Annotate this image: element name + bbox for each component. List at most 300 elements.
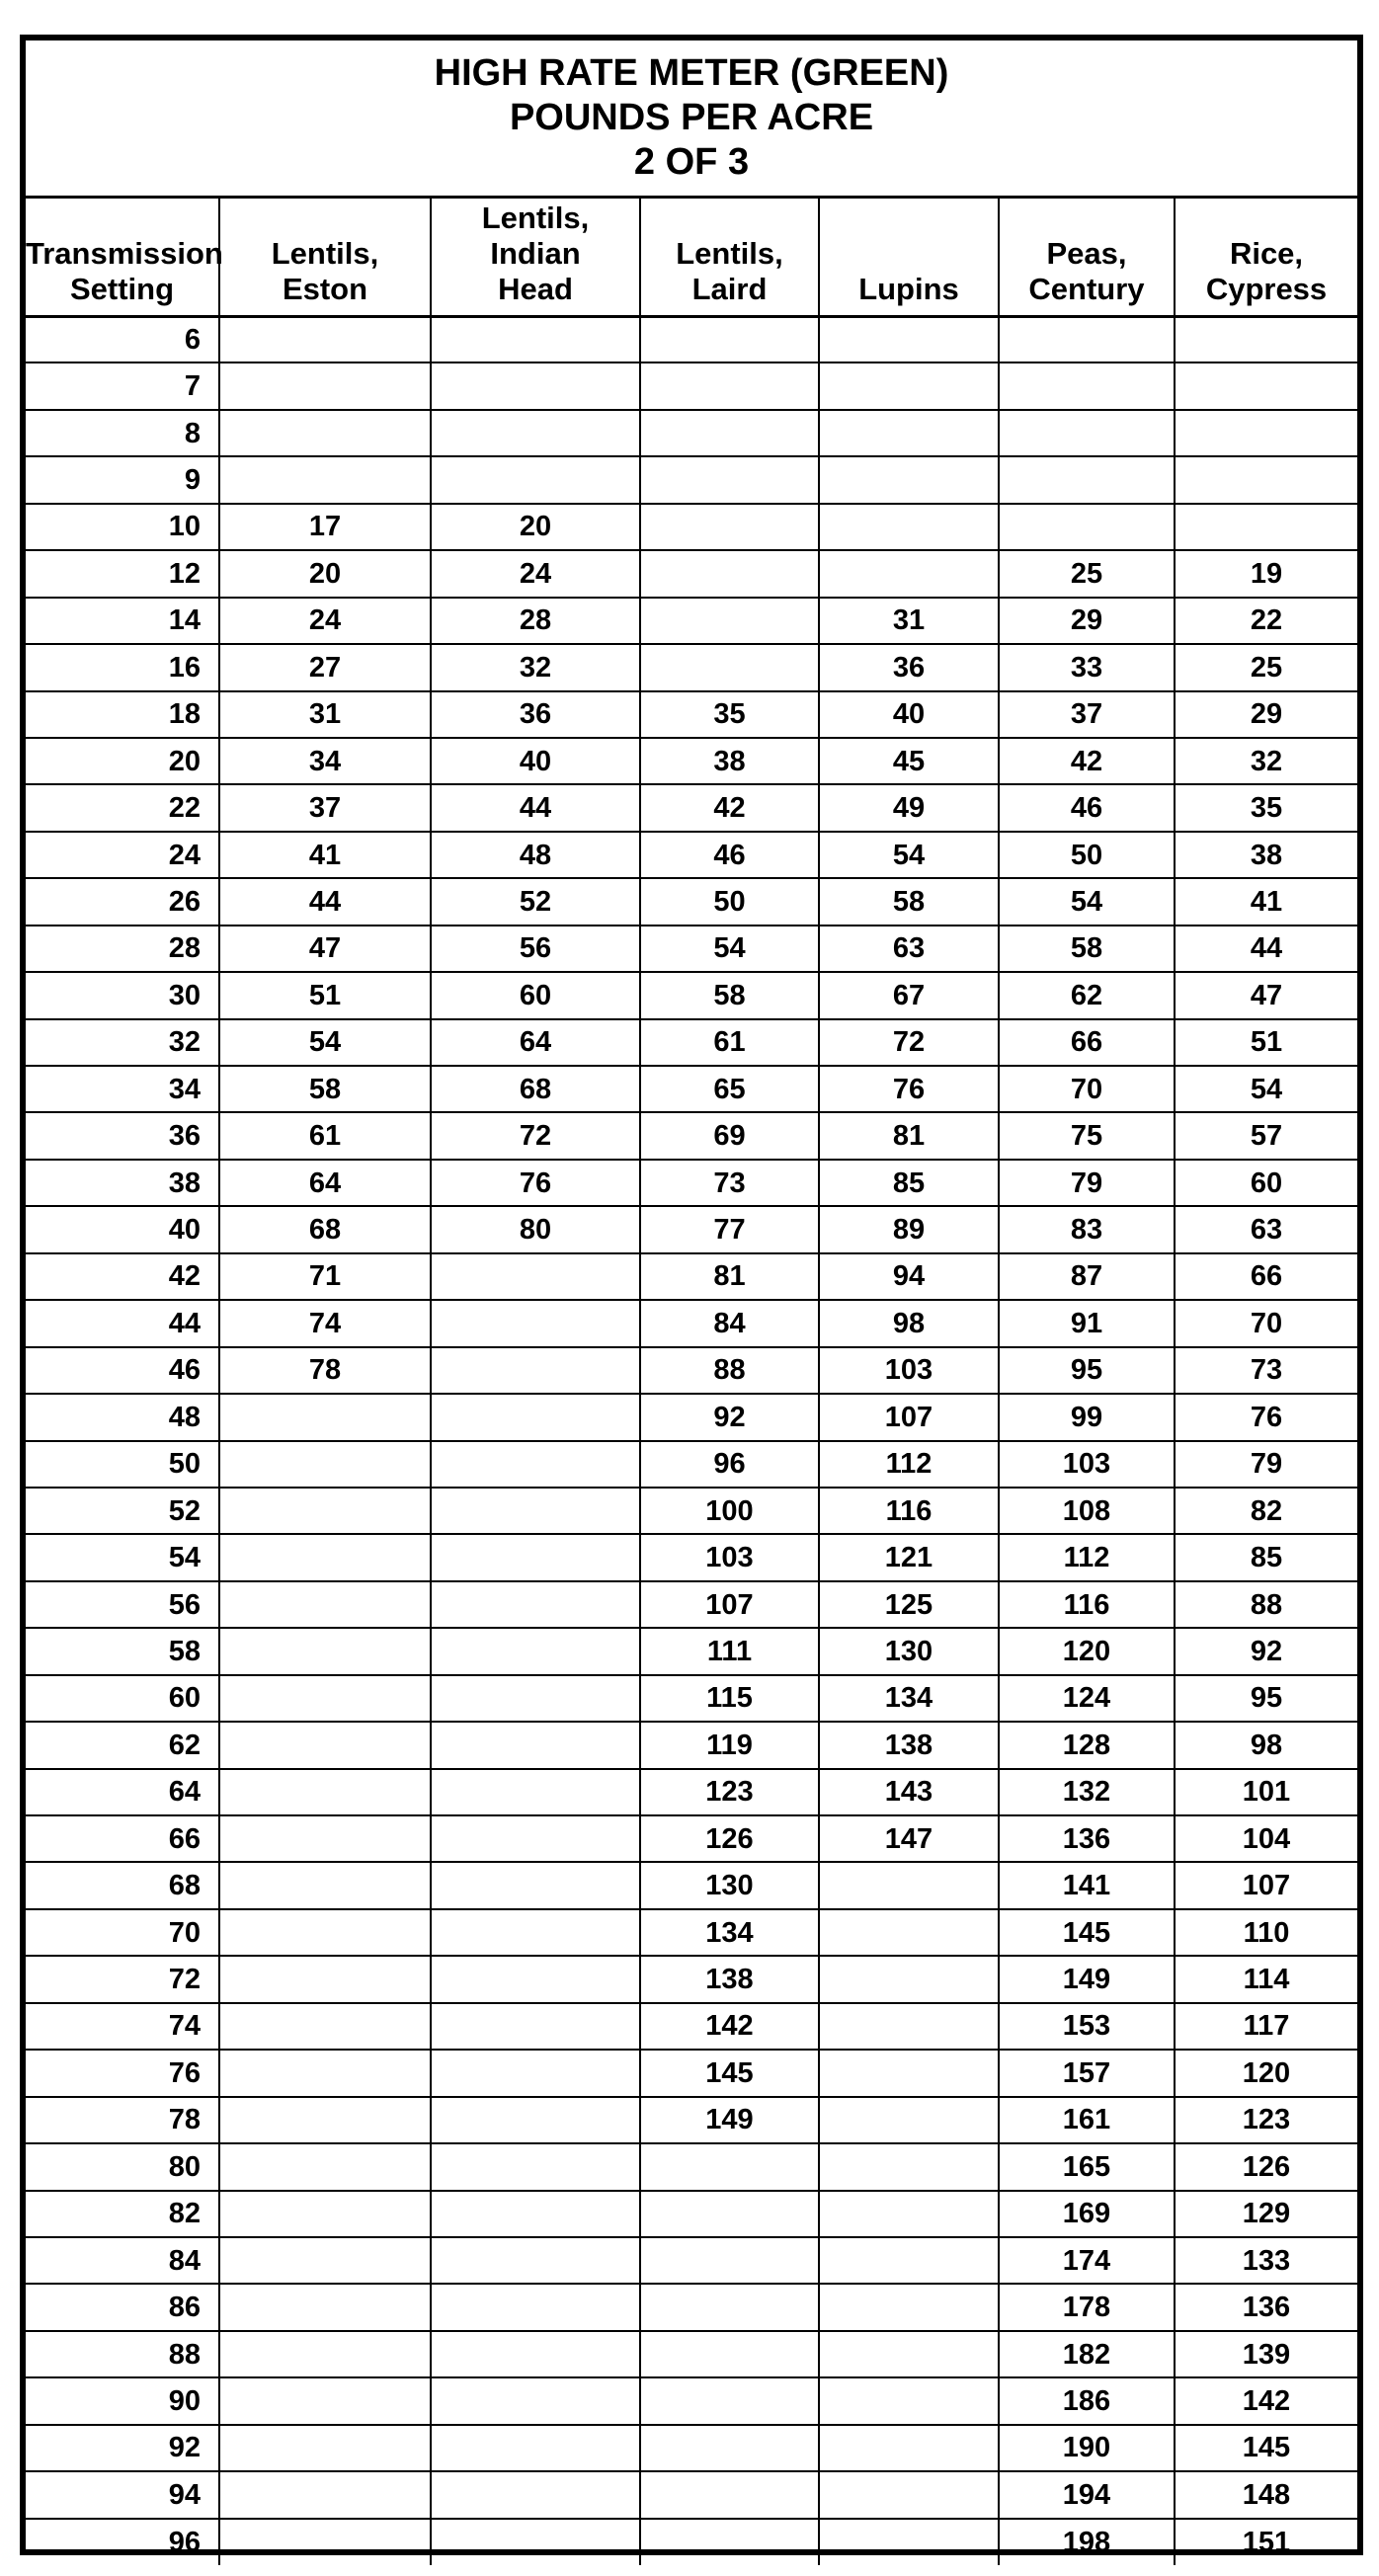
rate-cell [219,1534,431,1580]
transmission-setting-cell: 56 [26,1581,219,1628]
rate-cell: 67 [819,972,999,1018]
rate-cell: 64 [219,1160,431,1206]
table-row [26,1862,1357,1908]
rate-cell: 92 [1175,1628,1357,1674]
rate-cell: 35 [1175,784,1357,831]
rate-cell: 51 [1175,1019,1357,1066]
transmission-setting-cell: 62 [26,1722,219,1768]
table-row [26,1581,1357,1628]
rate-cell: 120 [1175,2050,1357,2096]
rate-cell: 36 [431,691,640,738]
rate-cell [819,2471,999,2518]
rate-cell [640,644,819,690]
transmission-setting-cell: 54 [26,1534,219,1580]
rate-cell: 33 [999,644,1175,690]
table-row [26,1488,1357,1534]
rate-cell: 161 [999,2097,1175,2143]
transmission-setting-cell: 88 [26,2331,219,2377]
rate-cell: 143 [819,1769,999,1815]
rate-cell: 52 [431,878,640,925]
rate-cell [1175,504,1357,550]
rate-cell [819,2143,999,2190]
rate-cell [431,1862,640,1908]
rate-cell: 81 [640,1253,819,1300]
rate-cell: 107 [819,1394,999,1440]
table-row [26,2143,1357,2190]
rate-cell [1175,316,1357,362]
table-row [26,504,1357,550]
rate-cell [1175,362,1357,409]
rate-cell [640,2377,819,2424]
table-row [26,410,1357,456]
rate-cell: 112 [999,1534,1175,1580]
rate-cell: 100 [640,1488,819,1534]
rate-cell [431,1675,640,1722]
transmission-setting-cell: 70 [26,1909,219,1956]
rate-cell [219,1488,431,1534]
rate-cell: 145 [640,2050,819,2096]
rate-cell: 132 [999,1769,1175,1815]
column-header-line: Indian [490,235,581,271]
rate-cell [219,1675,431,1722]
transmission-setting-cell: 44 [26,1300,219,1346]
rate-cell: 71 [219,1253,431,1300]
rate-cell [431,2331,640,2377]
rate-cell: 103 [999,1441,1175,1488]
rate-cell [219,2519,431,2565]
rate-cell [819,2425,999,2471]
rate-cell [431,1253,640,1300]
table-row [26,2519,1357,2565]
rate-cell: 27 [219,644,431,690]
rate-cell [219,2425,431,2471]
rate-cell: 29 [999,598,1175,644]
transmission-setting-cell: 32 [26,1019,219,1066]
rate-cell [431,1722,640,1768]
rate-cell: 85 [819,1160,999,1206]
rate-cell [640,362,819,409]
transmission-setting-cell: 84 [26,2237,219,2284]
rate-cell: 37 [999,691,1175,738]
rate-cell: 114 [1175,1956,1357,2002]
rate-cell: 126 [1175,2143,1357,2190]
transmission-setting-cell: 18 [26,691,219,738]
rate-cell [219,410,431,456]
rate-cell [219,1722,431,1768]
rate-cell: 157 [999,2050,1175,2096]
column-header [219,199,431,316]
rate-cell: 123 [640,1769,819,1815]
rate-cell [431,2097,640,2143]
rate-chart-sheet [20,35,1363,2558]
rate-cell: 133 [1175,2237,1357,2284]
rate-cell: 50 [999,832,1175,878]
transmission-setting-cell: 38 [26,1160,219,1206]
rate-cell: 136 [999,1815,1175,1862]
rate-cell: 29 [1175,691,1357,738]
rate-cell [640,2191,819,2237]
rate-cell [219,2143,431,2190]
table-row [26,2097,1357,2143]
rate-cell: 66 [1175,1253,1357,1300]
rate-cell: 96 [640,1441,819,1488]
column-header-line: Rice, [1229,235,1304,271]
rate-cell: 145 [999,1909,1175,1956]
rate-cell [431,2377,640,2424]
transmission-setting-cell: 26 [26,878,219,925]
rate-cell: 34 [219,738,431,784]
rate-cell: 139 [1175,2331,1357,2377]
transmission-setting-cell: 46 [26,1347,219,1394]
table-row [26,2284,1357,2330]
rate-cell: 32 [1175,738,1357,784]
table-row [26,2191,1357,2237]
rate-cell [431,2519,640,2565]
table-row [26,2050,1357,2096]
transmission-setting-cell: 96 [168,2526,201,2558]
table-row [26,1019,1357,1066]
rate-cell: 182 [999,2331,1175,2377]
rate-cell [819,2377,999,2424]
rate-cell: 88 [1175,1581,1357,1628]
transmission-setting-cell: 68 [26,1862,219,1908]
rate-cell [431,2471,640,2518]
rate-cell: 58 [999,926,1175,972]
rate-cell: 129 [1175,2191,1357,2237]
rate-cell: 60 [431,972,640,1018]
transmission-setting-cell: 58 [26,1628,219,1674]
rate-cell: 62 [999,972,1175,1018]
rate-cell: 22 [1175,598,1357,644]
rate-cell: 115 [640,1675,819,1722]
rate-cell: 49 [819,784,999,831]
rate-cell: 58 [640,972,819,1018]
rate-cell [431,1815,640,1862]
rate-cell: 35 [640,691,819,738]
rate-cell: 98 [1175,1722,1357,1768]
rate-cell: 37 [219,784,431,831]
rate-cell: 130 [640,1862,819,1908]
rate-cell [219,362,431,409]
rate-cell: 121 [819,1534,999,1580]
column-header-line: Lentils, [676,235,783,271]
rate-cell: 116 [999,1581,1175,1628]
rate-cell: 76 [431,1160,640,1206]
column-header [1175,199,1357,316]
table-row [26,362,1357,409]
rate-cell: 194 [999,2471,1175,2518]
rate-cell: 91 [999,1300,1175,1346]
rate-cell: 78 [219,1347,431,1394]
column-header-line: Peas, [1046,235,1127,271]
rate-cell: 57 [1175,1112,1357,1159]
table-body [26,316,1357,2565]
rate-cell [640,550,819,597]
rate-cell [431,1347,640,1394]
transmission-setting-cell: 52 [26,1488,219,1534]
rate-cell: 94 [819,1253,999,1300]
column-header-line: Eston [282,271,368,306]
rate-cell: 136 [1175,2284,1357,2330]
table-row [26,1909,1357,1956]
transmission-setting-cell: 92 [26,2425,219,2471]
rate-cell: 134 [819,1675,999,1722]
rate-cell: 117 [1175,2003,1357,2050]
table-row [26,878,1357,925]
rate-cell: 54 [219,1019,431,1066]
rate-cell [431,2237,640,2284]
rate-cell [999,456,1175,503]
transmission-setting-cell: 12 [26,550,219,597]
rate-cell: 186 [999,2377,1175,2424]
rate-cell: 66 [999,1019,1175,1066]
rate-cell: 51 [219,972,431,1018]
rate-cell: 83 [999,1206,1175,1252]
rate-cell: 41 [1175,878,1357,925]
rate-cell: 76 [1175,1394,1357,1440]
rate-cell: 46 [999,784,1175,831]
rate-cell: 38 [640,738,819,784]
rate-cell [219,2003,431,2050]
rate-cell [819,1862,999,1908]
transmission-setting-cell: 7 [26,362,219,409]
rate-cell: 32 [431,644,640,690]
column-header [999,199,1175,316]
transmission-setting-cell: 8 [26,410,219,456]
rate-cell [219,2237,431,2284]
rate-cell: 70 [1175,1300,1357,1346]
rate-cell: 145 [1175,2425,1357,2471]
rate-cell [999,316,1175,362]
rate-cell [819,2237,999,2284]
transmission-setting-cell: 76 [26,2050,219,2096]
rate-cell [819,410,999,456]
transmission-setting-cell: 86 [26,2284,219,2330]
rate-cell: 46 [640,832,819,878]
rate-cell: 80 [431,1206,640,1252]
rate-cell: 25 [1175,644,1357,690]
rate-cell: 198 [999,2519,1175,2565]
rate-cell: 31 [219,691,431,738]
rate-cell [431,2050,640,2096]
rate-cell: 74 [219,1300,431,1346]
transmission-setting-cell: 50 [26,1441,219,1488]
seeding-rate-table [26,199,1357,2565]
rate-cell: 31 [819,598,999,644]
transmission-setting-cell: 72 [26,1956,219,2002]
rate-cell: 40 [819,691,999,738]
rate-cell: 28 [431,598,640,644]
rate-cell: 153 [999,2003,1175,2050]
rate-cell: 126 [640,1815,819,1862]
rate-cell [431,1956,640,2002]
column-header [640,199,819,316]
transmission-setting-cell: 36 [26,1112,219,1159]
rate-cell [640,2519,819,2565]
column-header-line: Head [498,271,573,306]
rate-cell: 165 [999,2143,1175,2190]
rate-cell [431,362,640,409]
rate-cell [819,2191,999,2237]
rate-cell [219,2284,431,2330]
rate-cell: 73 [1175,1347,1357,1394]
rate-cell: 101 [1175,1769,1357,1815]
rate-cell [999,504,1175,550]
rate-cell [640,2237,819,2284]
transmission-setting-cell: 20 [26,738,219,784]
table-row [26,2377,1357,2424]
rate-cell: 61 [640,1019,819,1066]
table-row [26,2425,1357,2471]
transmission-setting-cell: 10 [26,504,219,550]
rate-cell: 24 [219,598,431,644]
rate-cell [819,1909,999,1956]
rate-cell: 79 [1175,1441,1357,1488]
rate-cell [1175,410,1357,456]
table-row [26,1347,1357,1394]
table-row [26,1112,1357,1159]
rate-cell [219,1769,431,1815]
transmission-setting-cell: 34 [26,1066,219,1112]
rate-cell: 141 [999,1862,1175,1908]
rate-cell [819,1956,999,2002]
title-block [26,40,1357,199]
column-header-line: Transmission [26,235,223,271]
title-line: HIGH RATE METER (GREEN) [434,52,949,94]
column-header-line: Laird [691,271,768,306]
rate-cell [819,456,999,503]
rate-cell [431,1581,640,1628]
rate-cell: 50 [640,878,819,925]
table-row [26,738,1357,784]
rate-cell [219,2377,431,2424]
rate-cell: 63 [1175,1206,1357,1252]
rate-cell: 95 [999,1347,1175,1394]
table-row [26,972,1357,1018]
rate-cell [819,504,999,550]
transmission-setting-cell: 40 [26,1206,219,1252]
table-row [26,456,1357,503]
rate-cell: 25 [999,550,1175,597]
rate-cell: 88 [640,1347,819,1394]
rate-cell: 116 [819,1488,999,1534]
column-header-line: Lupins [858,271,959,306]
rate-cell [819,550,999,597]
rate-cell: 44 [219,878,431,925]
rate-cell: 103 [819,1347,999,1394]
column-header-line: Century [1028,271,1145,306]
rate-cell: 130 [819,1628,999,1674]
rate-cell [431,2143,640,2190]
rate-cell: 68 [219,1206,431,1252]
rate-cell [640,598,819,644]
rate-cell [819,2050,999,2096]
rate-cell: 40 [431,738,640,784]
table-row [26,926,1357,972]
transmission-setting-cell: 82 [26,2191,219,2237]
transmission-setting-cell: 30 [26,972,219,1018]
rate-cell: 24 [431,550,640,597]
rate-cell: 85 [1175,1534,1357,1580]
table-row [26,598,1357,644]
table-row [26,316,1357,362]
rate-cell [640,2143,819,2190]
rate-cell: 72 [819,1019,999,1066]
table-row [26,1206,1357,1252]
rate-cell [431,2425,640,2471]
rate-cell: 89 [819,1206,999,1252]
rate-cell: 99 [999,1394,1175,1440]
rate-cell: 54 [1175,1066,1357,1112]
rate-cell [999,362,1175,409]
transmission-setting-cell: 66 [26,1815,219,1862]
rate-cell: 54 [819,832,999,878]
rate-cell: 104 [1175,1815,1357,1862]
rate-cell: 48 [431,832,640,878]
rate-cell: 95 [1175,1675,1357,1722]
header-row [26,199,1357,316]
transmission-setting-cell: 28 [26,926,219,972]
rate-cell: 134 [640,1909,819,1956]
title-line: POUNDS PER ACRE [509,97,874,138]
rate-cell: 119 [640,1722,819,1768]
rate-cell [431,1769,640,1815]
rate-cell [431,1394,640,1440]
rate-cell: 45 [819,738,999,784]
rate-cell [819,2331,999,2377]
rate-cell: 178 [999,2284,1175,2330]
transmission-setting-cell: 48 [26,1394,219,1440]
table-row [26,1160,1357,1206]
rate-cell [219,1815,431,1862]
rate-cell: 108 [999,1488,1175,1534]
rate-cell: 138 [819,1722,999,1768]
rate-cell [431,1300,640,1346]
rate-cell [431,2003,640,2050]
rate-cell [819,2284,999,2330]
rate-cell: 47 [1175,972,1357,1018]
rate-cell: 123 [1175,2097,1357,2143]
rate-cell [819,2519,999,2565]
rate-cell: 111 [640,1628,819,1674]
rate-cell [219,456,431,503]
transmission-setting-cell: 24 [26,832,219,878]
rate-cell [219,2050,431,2096]
rate-cell: 92 [640,1394,819,1440]
transmission-setting-cell: 90 [26,2377,219,2424]
table-row [26,1628,1357,1674]
rate-cell: 65 [640,1066,819,1112]
rate-cell [431,1534,640,1580]
table-row [26,1066,1357,1112]
rate-cell: 82 [1175,1488,1357,1534]
title-line: 2 OF 3 [633,141,750,183]
rate-cell: 20 [219,550,431,597]
table-row [26,1441,1357,1488]
rate-cell: 77 [640,1206,819,1252]
transmission-setting-cell: 9 [26,456,219,503]
rate-cell [819,362,999,409]
rate-cell: 42 [640,784,819,831]
rate-cell [219,1956,431,2002]
transmission-setting-cell: 6 [26,316,219,362]
table-row [26,550,1357,597]
rate-cell: 36 [819,644,999,690]
table-row [26,1675,1357,1722]
rate-cell: 19 [1175,550,1357,597]
transmission-setting-cell: 16 [26,644,219,690]
rate-cell [219,1441,431,1488]
